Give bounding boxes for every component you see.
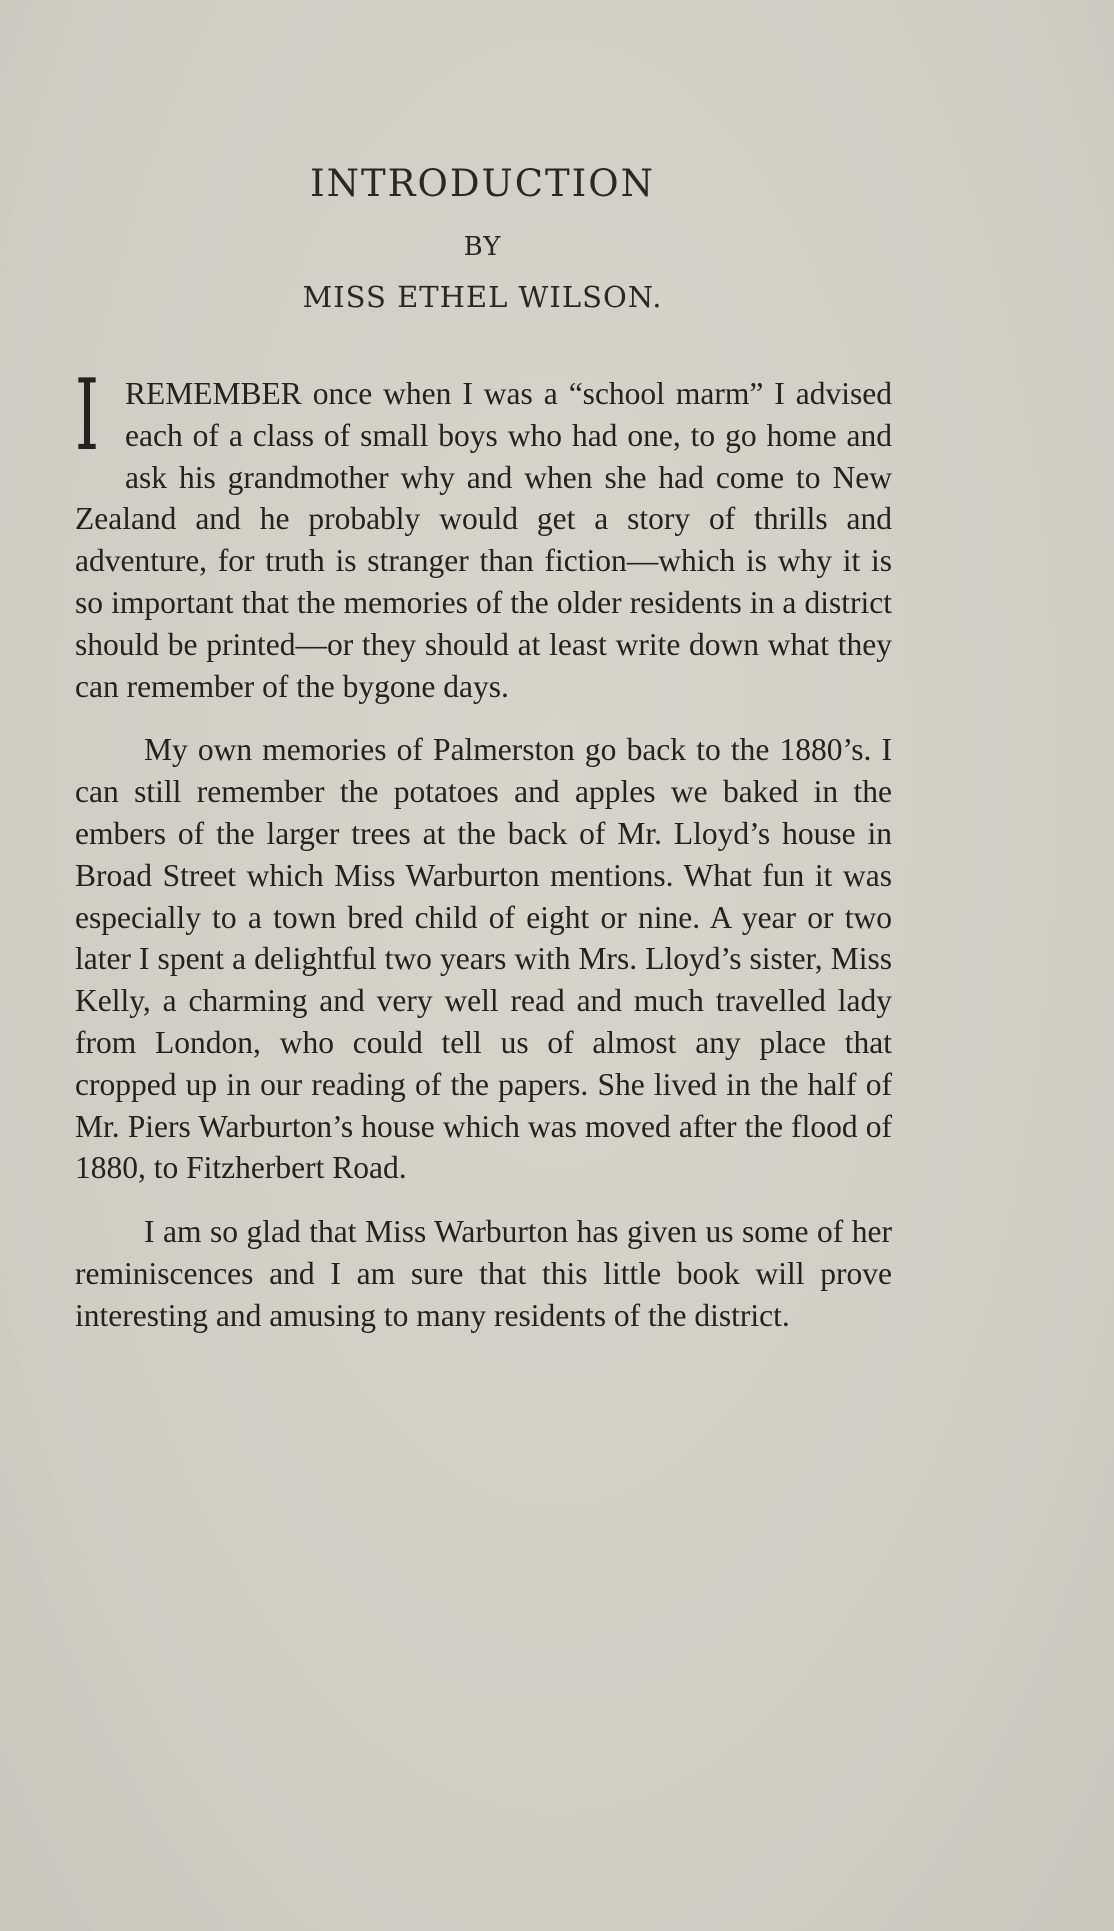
paragraph-1 [75, 359, 892, 707]
byline-author: MISS ETHEL WILSON. [302, 280, 663, 314]
byline-by: BY [463, 232, 502, 262]
paragraph-2: My own memories of Palmerston go back to the 1880’s. I can still remember the potatoes and apples we baked in the embers of the larger trees at the back of Mr. Lloyd’s house in Broad Street which Miss Warburton mentions. What fun it was especially to a town bred child of eight or nine. A year or two later I spent a delightful two years with Mrs. Lloyd’s sister, Miss Kelly, a charming and very well read and much travelled lady from London, who could tell us of almost any place that cropped up in our reading of the papers. She lived in the half of Mr. Piers Warburton’s house which was moved after the flood of 1880, to Fitzherbert Road. [75, 732, 892, 1186]
body-text [75, 359, 892, 1359]
drop-cap: I [75, 359, 100, 473]
paragraph-3: I am so glad that Miss Warburton has given us some of her reminiscences and I am sure that this little book will prove interesting and amusing to many residents of the district. [75, 1214, 892, 1333]
paragraph-1-text: REMEMBER once when I was a “school marm” I advised each of a class of small boys who had one, to go home and ask his grandmother why and when she had come to New Zealand and he probably would get a story of thrills and adventure, for truth is stranger than fiction—which is why it is so important that the memories of the older residents in a district should be printed—or they should at least write down what they can remember of the bygone days. [75, 376, 892, 704]
page-title: INTRODUCTION [309, 162, 656, 205]
